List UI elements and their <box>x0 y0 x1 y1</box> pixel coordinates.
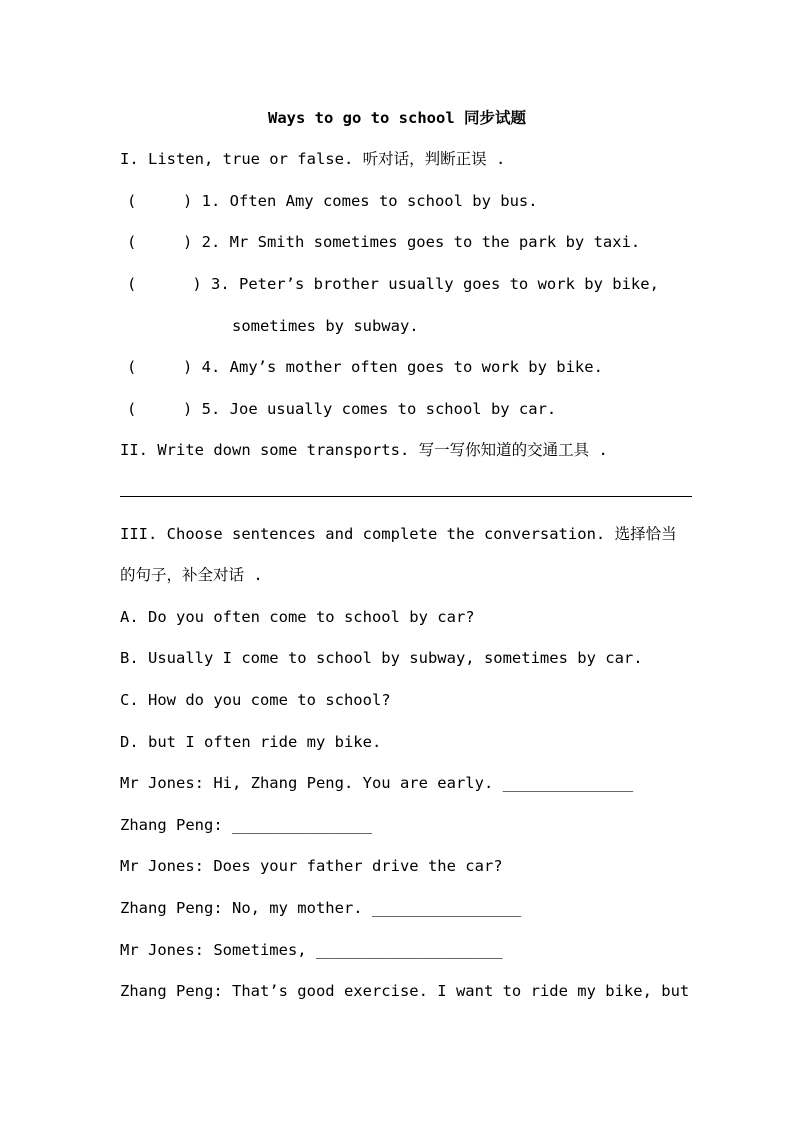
option-b: B. Usually I come to school by subway, sometimes by car. <box>120 649 643 667</box>
section1-heading: I. Listen, true or false. 听对话，判断正误 . <box>120 150 506 168</box>
answer-blank-line <box>120 496 692 497</box>
listen-item-3: ( ) 3. Peter’s brother usually goes to work by bike, <box>127 275 659 293</box>
listen-item-3-continued: sometimes by subway. <box>232 317 419 335</box>
option-c: C. How do you come to school? <box>120 691 391 709</box>
section2-heading: II. Write down some transports. 写一写你知道的交通工具 . <box>120 441 608 459</box>
listen-item-4: ( ) 4. Amy’s mother often goes to work by bike. <box>127 358 603 376</box>
listen-item-1: ( ) 1. Often Amy comes to school by bus. <box>127 192 538 210</box>
listen-item-5: ( ) 5. Joe usually comes to school by car. <box>127 400 557 418</box>
dialogue-line-5: Mr Jones: Sometimes, ____________________ <box>120 941 503 959</box>
option-a: A. Do you often come to school by car? <box>120 608 475 626</box>
page-title: Ways to go to school 同步试题 <box>268 109 526 127</box>
listen-item-2: ( ) 2. Mr Smith sometimes goes to the park by taxi. <box>127 233 641 251</box>
dialogue-line-1: Mr Jones: Hi, Zhang Peng. You are early. ______________ <box>120 774 634 792</box>
dialogue-line-6: Zhang Peng: That’s good exercise. I want to ride my bike, but <box>120 982 690 1000</box>
section3-heading-line1: III. Choose sentences and complete the conversation. 选择恰当 <box>120 525 677 543</box>
dialogue-line-2: Zhang Peng: _______________ <box>120 816 372 834</box>
section3-heading-line2: 的句子，补全对话 . <box>120 566 263 584</box>
dialogue-line-4: Zhang Peng: No, my mother. ________________ <box>120 899 522 917</box>
option-d: D. but I often ride my bike. <box>120 733 382 751</box>
dialogue-line-3: Mr Jones: Does your father drive the car? <box>120 857 503 875</box>
